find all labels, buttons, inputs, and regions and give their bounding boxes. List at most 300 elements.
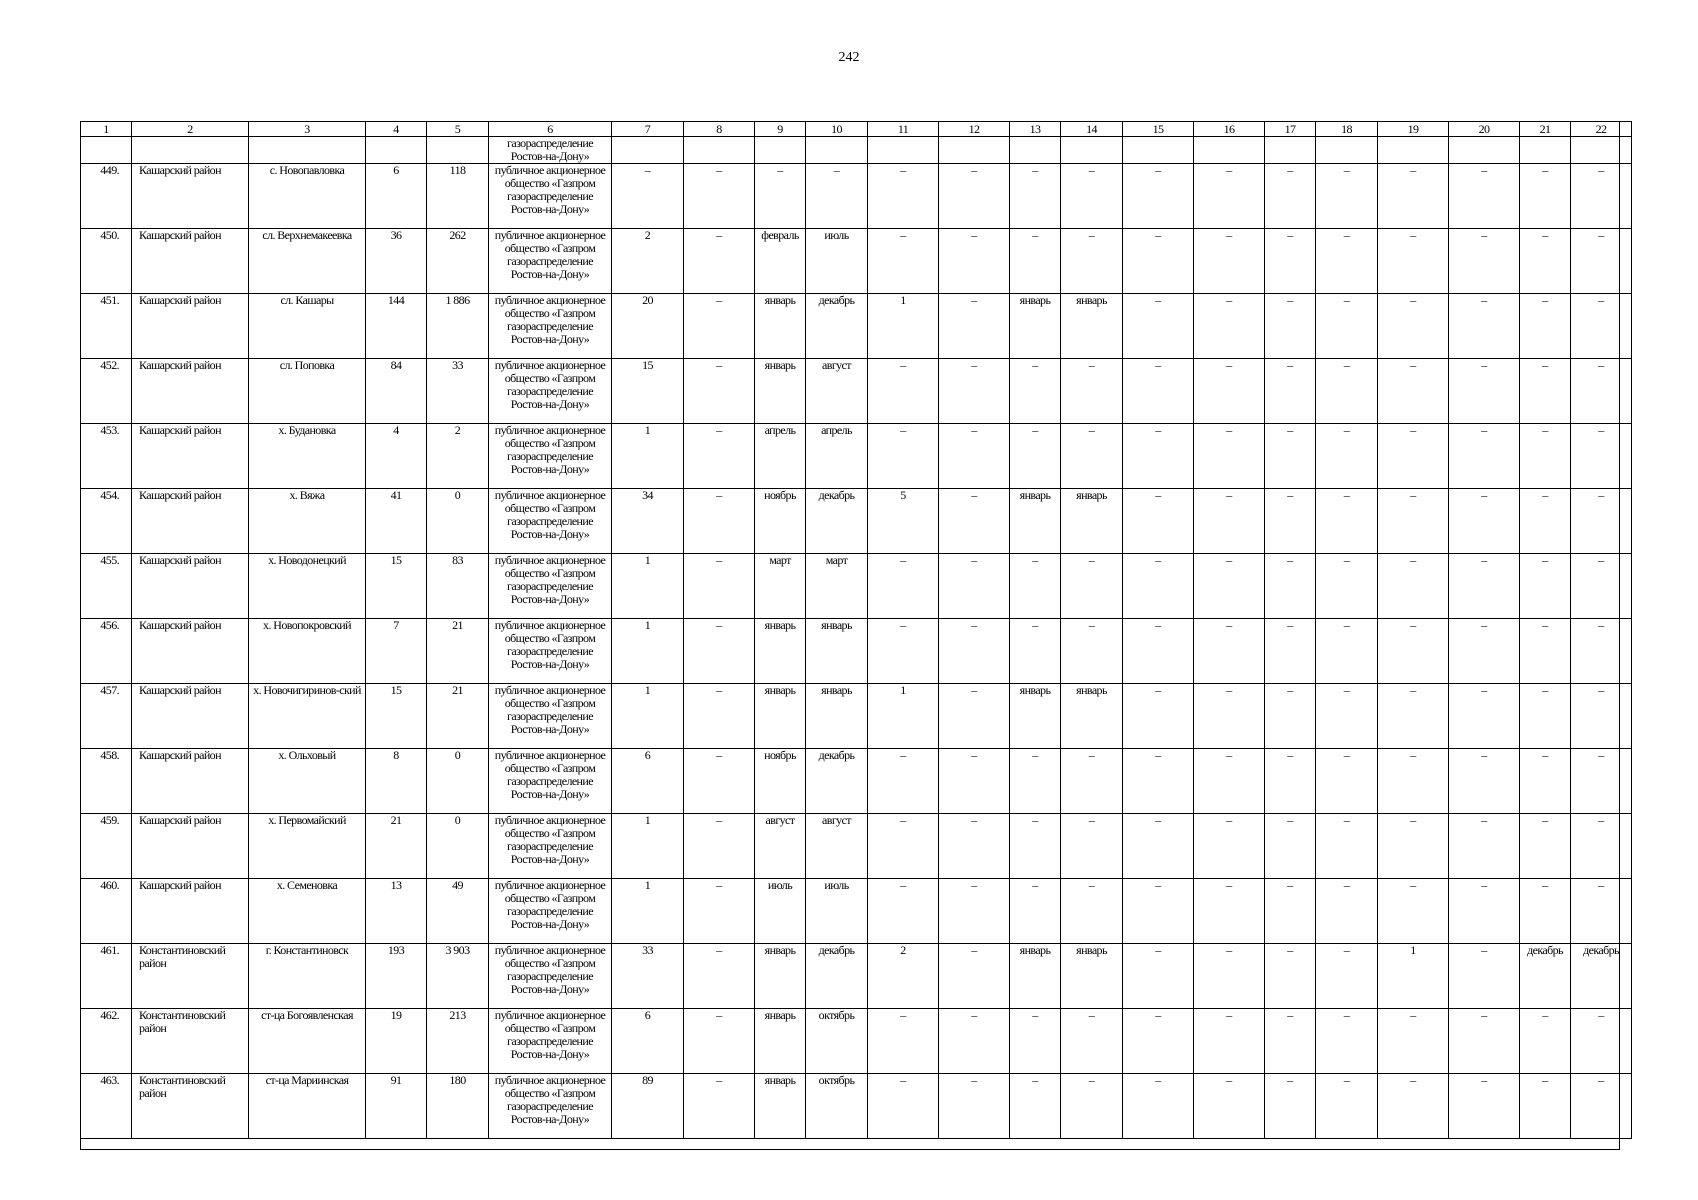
table-cell: – <box>868 1009 939 1074</box>
table-cell: декабрь <box>806 294 868 359</box>
table-cell: х. Новопокровский <box>249 619 366 684</box>
table-cell: декабрь <box>1520 944 1571 1009</box>
table-cell: – <box>1316 684 1378 749</box>
table-cell: январь <box>1010 489 1061 554</box>
table-cell: – <box>612 164 684 229</box>
table-cell: – <box>1571 229 1632 294</box>
table-cell: Кашарский район <box>132 879 249 944</box>
table-row <box>81 944 1632 1009</box>
table-cell: – <box>1265 814 1316 879</box>
table-cell: – <box>1449 294 1520 359</box>
table-cell <box>1378 137 1449 164</box>
table-cell: – <box>939 424 1010 489</box>
table-cell: январь <box>755 684 806 749</box>
table-cell: – <box>1520 684 1571 749</box>
table-cell: – <box>1316 749 1378 814</box>
table-cell: – <box>1571 814 1632 879</box>
table-cell: 33 <box>427 359 489 424</box>
table-cell: – <box>1265 554 1316 619</box>
table-cell: х. Вяжа <box>249 489 366 554</box>
table-row <box>81 164 1632 229</box>
table-cell: 89 <box>612 1074 684 1139</box>
table-cell: – <box>684 814 755 879</box>
table-cell: – <box>1449 944 1520 1009</box>
column-header-20: 20 <box>1449 122 1520 137</box>
table-cell <box>612 137 684 164</box>
column-header-12: 12 <box>939 122 1010 137</box>
table-cell: 21 <box>427 619 489 684</box>
table-cell: – <box>939 684 1010 749</box>
table-cell: – <box>755 164 806 229</box>
table-cell: – <box>1265 1009 1316 1074</box>
table-cell: 41 <box>366 489 427 554</box>
table-cell: 144 <box>366 294 427 359</box>
table-cell: – <box>939 879 1010 944</box>
table-cell: Кашарский район <box>132 489 249 554</box>
table-cell: – <box>1123 1009 1194 1074</box>
table-cell: – <box>1378 619 1449 684</box>
table-cell: – <box>1571 1009 1632 1074</box>
table-cell: – <box>868 359 939 424</box>
table-cell: 0 <box>427 749 489 814</box>
table-cell: ноябрь <box>755 749 806 814</box>
table-cell: январь <box>755 944 806 1009</box>
table-cell: 7 <box>366 619 427 684</box>
table-cell: – <box>1316 879 1378 944</box>
table-cell: – <box>1520 749 1571 814</box>
table-cell: – <box>1265 879 1316 944</box>
table-cell: – <box>939 294 1010 359</box>
table-cell: январь <box>755 1009 806 1074</box>
table-cell: 33 <box>612 944 684 1009</box>
table-cell: – <box>1061 164 1123 229</box>
table-cell: – <box>1571 424 1632 489</box>
table-cell: 1 <box>612 619 684 684</box>
table-cell: март <box>755 554 806 619</box>
table-cell: – <box>1010 749 1061 814</box>
table-cell <box>249 137 366 164</box>
column-header-13: 13 <box>1010 122 1061 137</box>
table-cell: – <box>684 1009 755 1074</box>
column-header-8: 8 <box>684 122 755 137</box>
table-cell: – <box>684 294 755 359</box>
table-cell <box>755 137 806 164</box>
column-header-1: 1 <box>81 122 132 137</box>
table-cell: – <box>684 424 755 489</box>
table-cell: 20 <box>612 294 684 359</box>
column-header-3: 3 <box>249 122 366 137</box>
table-cell: – <box>1378 489 1449 554</box>
column-header-11: 11 <box>868 122 939 137</box>
table-row <box>81 684 1632 749</box>
table-cell: – <box>1316 229 1378 294</box>
table-cell: 262 <box>427 229 489 294</box>
table-cell: сл. Поповка <box>249 359 366 424</box>
table-cell: – <box>1449 749 1520 814</box>
table-cell: – <box>1194 944 1265 1009</box>
table-cell: – <box>1123 229 1194 294</box>
table-cell: – <box>1449 1009 1520 1074</box>
table-cell: – <box>1265 749 1316 814</box>
table-cell: 449. <box>81 164 132 229</box>
table-cell: 193 <box>366 944 427 1009</box>
table-cell: 180 <box>427 1074 489 1139</box>
table-cell: январь <box>755 619 806 684</box>
table-cell: – <box>868 164 939 229</box>
table-cell: 4 <box>366 424 427 489</box>
table-cell: публичное акционерное общество «Газпром газораспределение Ростов-на-Дону» <box>489 424 612 489</box>
table-cell: публичное акционерное общество «Газпром газораспределение Ростов-на-Дону» <box>489 1074 612 1139</box>
table-cell: январь <box>755 294 806 359</box>
table-cell: 1 <box>868 294 939 359</box>
table-cell: 456. <box>81 619 132 684</box>
table-cell: ст-ца Мариинская <box>249 1074 366 1139</box>
table-cell: – <box>939 229 1010 294</box>
table-cell: – <box>1123 684 1194 749</box>
table-cell: 15 <box>366 554 427 619</box>
table-cell: 455. <box>81 554 132 619</box>
table-cell: – <box>1123 879 1194 944</box>
table-cell: – <box>1265 164 1316 229</box>
table-cell: июль <box>806 229 868 294</box>
table-cell: 3 903 <box>427 944 489 1009</box>
column-header-10: 10 <box>806 122 868 137</box>
table-cell: январь <box>1061 684 1123 749</box>
table-cell: – <box>868 229 939 294</box>
column-header-2: 2 <box>132 122 249 137</box>
table-cell: январь <box>1010 294 1061 359</box>
table-cell: – <box>1571 879 1632 944</box>
table-cell: – <box>1378 359 1449 424</box>
table-cell: – <box>939 814 1010 879</box>
table-cell: – <box>939 554 1010 619</box>
table-cell: июль <box>755 879 806 944</box>
table-cell: – <box>684 944 755 1009</box>
table-cell: – <box>1194 1009 1265 1074</box>
table-cell: – <box>1316 619 1378 684</box>
table-cell: – <box>684 359 755 424</box>
table-cell: – <box>1194 814 1265 879</box>
table-cell: – <box>1316 1009 1378 1074</box>
table-cell: – <box>1061 1074 1123 1139</box>
table-cell: ноябрь <box>755 489 806 554</box>
page-number: 242 <box>838 50 860 65</box>
table-cell: – <box>868 814 939 879</box>
table-cell: – <box>1520 489 1571 554</box>
table-cell: – <box>1123 944 1194 1009</box>
table-cell: 2 <box>427 424 489 489</box>
table-cell: – <box>1520 359 1571 424</box>
table-cell: декабрь <box>806 944 868 1009</box>
table-cell: 460. <box>81 879 132 944</box>
table-cell: публичное акционерное общество «Газпром газораспределение Ростов-на-Дону» <box>489 1009 612 1074</box>
table-cell: – <box>1378 229 1449 294</box>
table-cell: г. Константиновск <box>249 944 366 1009</box>
table-cell: х. Первомайский <box>249 814 366 879</box>
column-header-22: 22 <box>1571 122 1632 137</box>
table-cell: – <box>1265 294 1316 359</box>
table-cell: – <box>1265 359 1316 424</box>
table-cell: – <box>1194 749 1265 814</box>
table-cell: – <box>1449 359 1520 424</box>
table-cell: октябрь <box>806 1009 868 1074</box>
table-cell <box>1316 137 1378 164</box>
table-cell: 461. <box>81 944 132 1009</box>
table-cell: – <box>1316 1074 1378 1139</box>
table-cell: 454. <box>81 489 132 554</box>
table-cell: – <box>1265 489 1316 554</box>
table-cell: – <box>1010 879 1061 944</box>
table-row <box>81 1074 1632 1139</box>
table-cell: – <box>684 1074 755 1139</box>
table-cell: 0 <box>427 814 489 879</box>
table-cell: Кашарский район <box>132 554 249 619</box>
table-cell: публичное акционерное общество «Газпром газораспределение Ростов-на-Дону» <box>489 489 612 554</box>
table-cell: 462. <box>81 1009 132 1074</box>
table-cell: – <box>1123 359 1194 424</box>
table-cell: 15 <box>366 684 427 749</box>
table-cell: 452. <box>81 359 132 424</box>
table-cell: сл. Кашары <box>249 294 366 359</box>
table-cell: – <box>1194 554 1265 619</box>
table-cell: 21 <box>366 814 427 879</box>
table-cell: 2 <box>612 229 684 294</box>
table-cell: – <box>939 1074 1010 1139</box>
table-row <box>81 229 1632 294</box>
table-cell: газораспределение Ростов-на-Дону» <box>489 137 612 164</box>
table-cell: – <box>1571 749 1632 814</box>
table-cell: 13 <box>366 879 427 944</box>
table-cell: – <box>1061 749 1123 814</box>
column-header-14: 14 <box>1061 122 1123 137</box>
table-cell: 6 <box>612 749 684 814</box>
table-cell: 1 <box>612 814 684 879</box>
table-cell: 5 <box>868 489 939 554</box>
table-cell: 19 <box>366 1009 427 1074</box>
table-cell: с. Новопавловка <box>249 164 366 229</box>
table-cell: – <box>1265 684 1316 749</box>
table-cell: – <box>1449 879 1520 944</box>
table-cell: – <box>1378 1009 1449 1074</box>
column-header-18: 18 <box>1316 122 1378 137</box>
table-cell: – <box>684 879 755 944</box>
table-cell: – <box>1520 554 1571 619</box>
table-cell: публичное акционерное общество «Газпром газораспределение Ростов-на-Дону» <box>489 944 612 1009</box>
table-row <box>81 749 1632 814</box>
table-cell: – <box>1316 489 1378 554</box>
table-cell: – <box>1010 424 1061 489</box>
table-cell: – <box>939 489 1010 554</box>
column-header-19: 19 <box>1378 122 1449 137</box>
table-cell: – <box>1449 164 1520 229</box>
column-header-4: 4 <box>366 122 427 137</box>
table-cell: 2 <box>868 944 939 1009</box>
table-cell: – <box>868 879 939 944</box>
table-cell: – <box>868 424 939 489</box>
table-cell: 1 <box>612 424 684 489</box>
table-cell: – <box>1571 294 1632 359</box>
table-cell: – <box>1265 944 1316 1009</box>
table-cell <box>1010 137 1061 164</box>
table-cell: январь <box>1061 489 1123 554</box>
table-cell: – <box>1378 684 1449 749</box>
table-cell: – <box>1316 944 1378 1009</box>
table-cell: 21 <box>427 684 489 749</box>
table-cell: 49 <box>427 879 489 944</box>
table-cell <box>868 137 939 164</box>
table-cell: декабрь <box>806 749 868 814</box>
table-cell: – <box>1571 619 1632 684</box>
table-cell: публичное акционерное общество «Газпром газораспределение Ростов-на-Дону» <box>489 164 612 229</box>
table-cell <box>1061 137 1123 164</box>
table-cell: публичное акционерное общество «Газпром газораспределение Ростов-на-Дону» <box>489 684 612 749</box>
table-cell: 459. <box>81 814 132 879</box>
table-cell: – <box>1378 1074 1449 1139</box>
table-cell: – <box>1010 359 1061 424</box>
table-cell: х. Будановка <box>249 424 366 489</box>
table-row <box>81 879 1632 944</box>
table-cell: 457. <box>81 684 132 749</box>
table-cell: 1 <box>868 684 939 749</box>
table-cell: – <box>1520 294 1571 359</box>
table-cell: – <box>1123 1074 1194 1139</box>
table-cell: август <box>755 814 806 879</box>
table-cell: – <box>1520 1009 1571 1074</box>
table-row <box>81 489 1632 554</box>
table-cell: – <box>1378 424 1449 489</box>
table-cell: – <box>1123 619 1194 684</box>
table-cell <box>684 137 755 164</box>
table-cell: – <box>1378 879 1449 944</box>
table-cell: август <box>806 814 868 879</box>
table-row-continuation <box>81 137 1632 164</box>
table-cell: – <box>1571 489 1632 554</box>
table-cell: 36 <box>366 229 427 294</box>
table-cell: – <box>1571 359 1632 424</box>
column-header-17: 17 <box>1265 122 1316 137</box>
table-cell: – <box>1449 424 1520 489</box>
table-cell: Константиновский район <box>132 944 249 1009</box>
table-row <box>81 424 1632 489</box>
table-cell: – <box>1265 619 1316 684</box>
table-cell: – <box>1194 359 1265 424</box>
table-cell: – <box>1520 424 1571 489</box>
table-cell: Кашарский район <box>132 359 249 424</box>
table-cell: 8 <box>366 749 427 814</box>
table-cell: – <box>1316 359 1378 424</box>
table-cell: июль <box>806 879 868 944</box>
table-cell: Кашарский район <box>132 294 249 359</box>
table-cell: – <box>1010 164 1061 229</box>
data-table <box>80 121 1632 1139</box>
column-header-21: 21 <box>1520 122 1571 137</box>
table-cell <box>81 137 132 164</box>
table-cell: – <box>684 554 755 619</box>
table-cell: февраль <box>755 229 806 294</box>
table-cell: 0 <box>427 489 489 554</box>
table-cell: – <box>1194 619 1265 684</box>
table-cell: – <box>1123 164 1194 229</box>
table-cell: – <box>1449 554 1520 619</box>
table-cell: х. Новочигиринов-ский <box>249 684 366 749</box>
table-cell: Кашарский район <box>132 619 249 684</box>
table-cell: – <box>684 619 755 684</box>
table-cell: – <box>1378 749 1449 814</box>
table-cell: – <box>1010 229 1061 294</box>
table-cell: январь <box>806 684 868 749</box>
column-header-5: 5 <box>427 122 489 137</box>
table-cell: сл. Верхнемакеевка <box>249 229 366 294</box>
table-cell: 91 <box>366 1074 427 1139</box>
table-cell: – <box>684 749 755 814</box>
table-row <box>81 814 1632 879</box>
table-cell: – <box>684 164 755 229</box>
table-cell: – <box>1449 619 1520 684</box>
table-cell <box>1123 137 1194 164</box>
table-cell: – <box>1265 424 1316 489</box>
table-cell: – <box>1265 1074 1316 1139</box>
table-cell: – <box>1571 164 1632 229</box>
table-cell: – <box>1316 424 1378 489</box>
table-cell: публичное акционерное общество «Газпром газораспределение Ростов-на-Дону» <box>489 294 612 359</box>
table-cell: – <box>1316 554 1378 619</box>
table-cell: январь <box>1061 294 1123 359</box>
table-cell: 463. <box>81 1074 132 1139</box>
table-cell: – <box>1061 879 1123 944</box>
table-cell: 1 886 <box>427 294 489 359</box>
table-cell: – <box>1316 814 1378 879</box>
table-cell: – <box>1194 489 1265 554</box>
table-cell: – <box>1010 1074 1061 1139</box>
table-row <box>81 619 1632 684</box>
table-cell: – <box>684 684 755 749</box>
table-cell: – <box>1571 684 1632 749</box>
table-cell: – <box>1123 554 1194 619</box>
table-cell: апрель <box>755 424 806 489</box>
table-cell: – <box>1194 424 1265 489</box>
table-cell: 6 <box>366 164 427 229</box>
table-cell: – <box>939 164 1010 229</box>
table-cell: – <box>1123 489 1194 554</box>
table-cell: 1 <box>612 554 684 619</box>
table-cell: – <box>1123 424 1194 489</box>
table-cell: Кашарский район <box>132 164 249 229</box>
table-cell: 15 <box>612 359 684 424</box>
table-cell: – <box>1449 814 1520 879</box>
table-cell <box>1520 137 1571 164</box>
column-number-header <box>81 122 1632 137</box>
table-cell: – <box>1449 489 1520 554</box>
table-cell: – <box>1449 229 1520 294</box>
table-cell: – <box>1010 814 1061 879</box>
table-cell: 34 <box>612 489 684 554</box>
table-cell: х. Ольховый <box>249 749 366 814</box>
column-header-16: 16 <box>1194 122 1265 137</box>
table-cell <box>1265 137 1316 164</box>
table-cell: – <box>684 489 755 554</box>
table-cell: – <box>1571 1074 1632 1139</box>
table-cell: 453. <box>81 424 132 489</box>
table-cell: – <box>1061 1009 1123 1074</box>
table-cell: – <box>939 749 1010 814</box>
table-cell: – <box>939 1009 1010 1074</box>
table-row <box>81 294 1632 359</box>
table-cell: – <box>1520 814 1571 879</box>
table-cell: 83 <box>427 554 489 619</box>
table-cell: апрель <box>806 424 868 489</box>
table-cell <box>939 137 1010 164</box>
table-cell <box>806 137 868 164</box>
